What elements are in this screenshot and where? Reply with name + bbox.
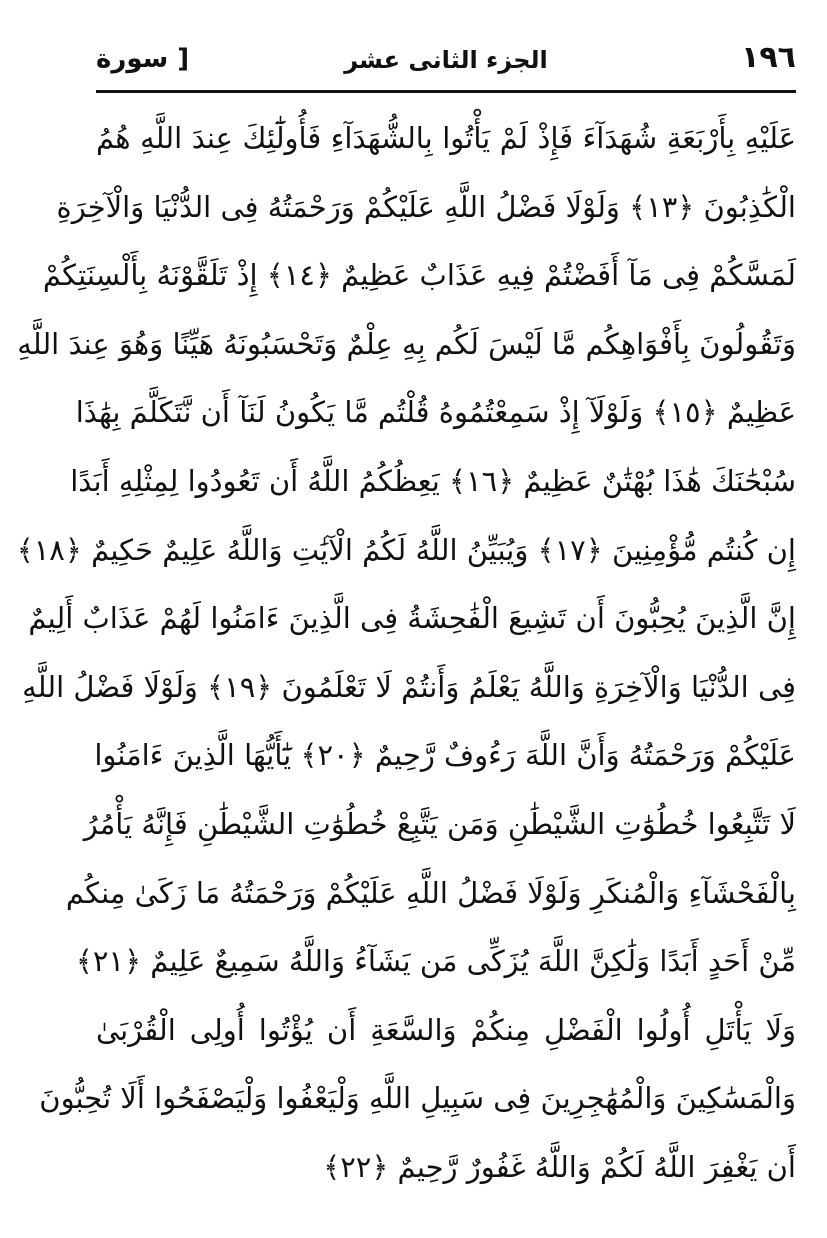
header-divider [96, 90, 796, 93]
verse-line: وَلَا يَأْتَلِ أُولُوا الْفَضْلِ مِنكُمْ وَالسَّعَةِ أَن يُؤْتُوا أُولِى الْقُرْبَىٰ [96, 1012, 796, 1047]
verse-line: بِالْفَحْشَآءِ وَالْمُنكَرِ وَلَوْلَا فَضْلُ اللَّهِ عَلَيْكُمْ وَرَحْمَتُهُ مَا زَكَىٰ مِنكُم [65, 875, 796, 910]
verse-line: عَلَيْكُمْ وَرَحْمَتُهُ وَأَنَّ اللَّهَ رَءُوفٌ رَّحِيمٌ ﴿٢٠﴾ يَٰٓأَيُّهَا الَّذِينَ ءَامَنُوا [94, 738, 796, 773]
verse-line: وَتَقُولُونَ بِأَفْوَاهِكُم مَّا لَيْسَ لَكُم بِهِ عِلْمٌ وَتَحْسَبُونَهُ هَيِّنًا وَهُوَ عِندَ اللَّهِ [17, 326, 796, 361]
verse-line: لَمَسَّكُمْ فِى مَآ أَفَضْتُمْ فِيهِ عَذَابٌ عَظِيمٌ ﴿١٤﴾ إِذْ تَلَقَّوْنَهُ بِأَلْسِنَتِكُمْ [42, 258, 796, 293]
verse-line: مِّنْ أَحَدٍ أَبَدًا وَلَٰكِنَّ اللَّهَ يُزَكِّى مَن يَشَآءُ وَاللَّهُ سَمِيعٌ عَلِيمٌ ﴿٢١﴾ [75, 944, 796, 979]
verse-line: لَا تَتَّبِعُوا خُطُوَٰتِ الشَّيْطَٰنِ وَمَن يَتَّبِعْ خُطُوَٰتِ الشَّيْطَٰنِ فَإِنَّهُ يَأْمُرُ [83, 806, 796, 841]
verse-line: عَلَيْهِ بِأَرْبَعَةِ شُهَدَآءَ فَإِذْ لَمْ يَأْتُوا بِالشُّهَدَآءِ فَأُولَٰٓئِكَ عِندَ اللَّهِ هُمُ [96, 121, 796, 155]
verses-text-block [16, 104, 796, 1204]
verse-line: فِى الدُّنْيَا وَالْآخِرَةِ وَاللَّهُ يَعْلَمُ وَأَنتُمْ لَا تَعْلَمُونَ ﴿١٩﴾ وَلَوْلَا فَضْلُ اللَّهِ [22, 669, 796, 704]
verse-line: وَالْمَسَٰكِينَ وَالْمُهَٰجِرِينَ فِى سَبِيلِ اللَّهِ وَلْيَعْفُوا وَلْيَصْفَحُوا أَلَا تُحِبُّونَ [39, 1081, 796, 1116]
verse-line: إِن كُنتُم مُّؤْمِنِينَ ﴿١٧﴾ وَيُبَيِّنُ اللَّهُ لَكُمُ الْآيَٰتِ وَاللَّهُ عَلِيمٌ حَكِيمٌ ﴿١٨﴾ [16, 532, 796, 567]
verse-line: إِنَّ الَّذِينَ يُحِبُّونَ أَن تَشِيعَ الْفَٰحِشَةُ فِى الَّذِينَ ءَامَنُوا لَهُمْ عَذَابٌ أَلِيمٌ [28, 601, 796, 636]
verse-line: الْكَٰذِبُونَ ﴿١٣﴾ وَلَوْلَا فَضْلُ اللَّهِ عَلَيْكُمْ وَرَحْمَتُهُ فِى الدُّنْيَا وَالْآخِرَةِ [56, 189, 796, 224]
verse-line: أَن يَغْفِرَ اللَّهُ لَكُمْ وَاللَّهُ غَفُورٌ رَّحِيمٌ ﴿٢٢﴾ [323, 1149, 796, 1184]
verse-line: سُبْحَٰنَكَ هَٰذَا بُهْتَٰنٌ عَظِيمٌ ﴿١٦﴾ يَعِظُكُمُ اللَّهُ أَن تَعُودُوا لِمِثْلِهِ أَبَدًا [70, 463, 796, 498]
page-number: ١٩٦ [741, 40, 796, 75]
verse-line: عَظِيمٌ ﴿١٥﴾ وَلَوْلَآ إِذْ سَمِعْتُمُوهُ قُلْتُم مَّا يَكُونُ لَنَآ أَن نَّتَكَلَّمَ بِهَٰذَا [75, 395, 796, 430]
juz-title: الجزء الثانى عشر [344, 46, 548, 74]
page-header [96, 38, 796, 86]
surah-label: [ سورة [96, 44, 190, 74]
